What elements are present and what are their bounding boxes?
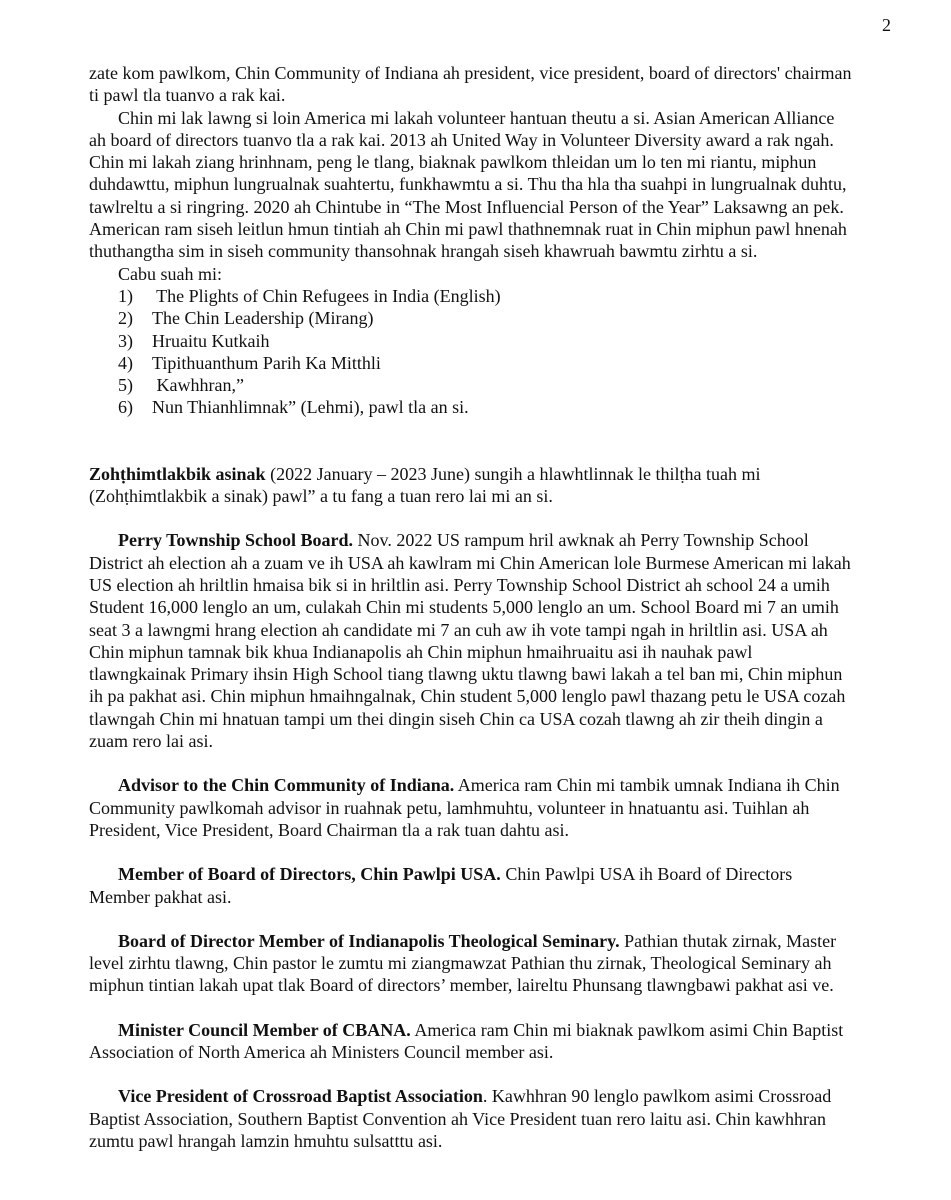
page-number: 2 — [882, 15, 891, 35]
list-item — [89, 307, 853, 329]
book-title: Hruaitu Kutkaih — [152, 330, 270, 351]
list-number: 3) — [118, 330, 133, 351]
section-heading: Minister Council Member of CBANA. — [118, 1019, 411, 1040]
list-item — [89, 374, 853, 396]
list-item — [89, 396, 853, 418]
books-list — [89, 285, 853, 419]
paragraph-continuation: zate kom pawlkom, Chin Community of Indiana ah president, vice president, board of directors' chairman ti pawl tla tuanvo a rak kai. — [89, 63, 852, 106]
book-title: Tipithuanthum Parih Ka Mitthli — [152, 352, 381, 373]
section-advisor-chin-community — [89, 774, 853, 841]
section-chin-pawlpi — [89, 863, 853, 908]
section-text: Chin Pawlpi USA ih Board of Directors Member pakhat asi. — [89, 864, 793, 907]
section-heading: Perry Township School Board. — [118, 530, 354, 551]
achievements-intro-heading: Zohṭhimtlakbik asinak — [89, 463, 266, 484]
section-perry-township — [89, 529, 853, 752]
achievements-intro-text: (2022 January – 2023 June) sungih a hlawhtlinnak le thilṭha tuah mi (Zohṭhimtlakbik a sinak) pawl” a tu fang a tuan rero lai mi an si. — [89, 463, 761, 507]
section-theological-seminary — [89, 930, 853, 997]
list-number: 1) — [118, 285, 133, 306]
section-heading: Board of Director Member of Indianapolis Theological Seminary. — [118, 930, 620, 951]
section-text: America ram Chin mi tambik umnak Indiana ih Chin Community pawlkomah advisor in ruahnak petu, lamhmuhtu, volunteer in hnatuantu asi. Tuihlan ah President, Vice President, Board Chairman tla a rak tuan dahtu asi. — [89, 775, 840, 840]
book-title: Kawhhran,” — [152, 375, 244, 396]
book-title: Nun Thianhlimnak” (Lehmi), pawl tla an si. — [152, 397, 469, 418]
list-number: 2) — [118, 308, 133, 329]
paragraph-bio: Chin mi lak lawng si loin America mi lakah volunteer hantuan theutu a si. Asian American Alliance ah board of directors tuanvo tla a rak kai. 2013 ah United Way in Volunteer Diversity award a rak ngah. Chin mi lakah ziang hrinhnam, peng le tlang, biaknak pawlkom thleidan um lo ten mi riantu, miphun duhdawttu, miphun lungrualnak suahtertu, funkhawmtu a si. Thu tha hla tha suahpi in lungrualnak duhtu, tawlreltu a si ringring. 2020 ah Chintube in “The Most Influencial Person of the Year” Laksawng an pek. American ram siseh leitlun hmun tintiah ah Chin mi pawl thathnemnak ruat in Chin miphun pawl hnenah thuthangtha sim in siseh community thansohnak hrangah siseh khawruah bawmtu zirhtu a si. — [89, 107, 847, 262]
section-heading: Advisor to the Chin Community of Indiana. — [118, 775, 455, 796]
section-text: Nov. 2022 US rampum hril awknak ah Perry Township School District ah election ah a zuam ve ih USA ah kawlram mi Chin American lole Burmese American mi lakah US election ah hriltlin hmaisa bik si in hriltlin asi. Perry Township School District ah school 24 a umih Student 16,000 lenglo an um, culakah Chin mi students 5,000 lenglo an um. School Board mi 7 an umih seat 3 a lawngmi hrang election ah candidate mi 7 an cuh aw ih vote tampi ngah in hriltlin asi. USA ah Chin miphun tamnak bik khua Indianapolis ah Chin miphun hmaihruaitu asi ih nauhak pawl tlawngkainak Primary ihsin High School tiang tlawng uktu tlawng bawi lakah a tel ban mi, Chin miphun ih pa pakhat asi. Chin miphun hmaihngalnak, Chin student 5,000 lenglo pawl thazang petu le USA cozah tlawngah Chin mi hnatuan tampi um thei dingin siseh Chin ca USA cozah tlawng ah zir theih dingin a zuam rero lai asi. — [89, 530, 851, 752]
book-title: The Chin Leadership (Mirang) — [152, 308, 374, 329]
list-item — [89, 285, 853, 307]
section-text: Pathian thutak zirnak, Master level zirhtu tlawng, Chin pastor le zumtu mi ziangmawzat Pathian thu zirnak, Theological Seminary ah miphun tintian lakah upat tlak Board of directors’ member, laireltu Phunsang tlawngbawi pakhat asi ve. — [89, 930, 837, 996]
section-text: . Kawhhran 90 lenglo pawlkom asimi Crossroad Baptist Association, Southern Baptist Convention ah Vice President tuan rero laitu asi. Chin kawhhran zumtu pawl hrangah lamzin hmuhtu sulsatttu asi. — [89, 1086, 832, 1151]
list-number: 4) — [118, 352, 133, 373]
section-heading: Member of Board of Directors, Chin Pawlpi USA. — [118, 864, 501, 885]
section-crossroad-baptist — [89, 1085, 853, 1152]
section-heading: Vice President of Crossroad Baptist Association — [118, 1086, 483, 1107]
section-text: America ram Chin mi biaknak pawlkom asimi Chin Baptist Association of North America ah Ministers Council member asi. — [89, 1019, 844, 1062]
books-intro: Cabu suah mi: — [118, 263, 222, 284]
achievements-intro — [89, 463, 853, 508]
list-item — [89, 352, 853, 374]
list-number: 6) — [118, 397, 133, 418]
list-item — [89, 330, 853, 352]
book-title: The Plights of Chin Refugees in India (English) — [152, 285, 501, 306]
section-cbana — [89, 1019, 853, 1064]
list-number: 5) — [118, 375, 133, 396]
